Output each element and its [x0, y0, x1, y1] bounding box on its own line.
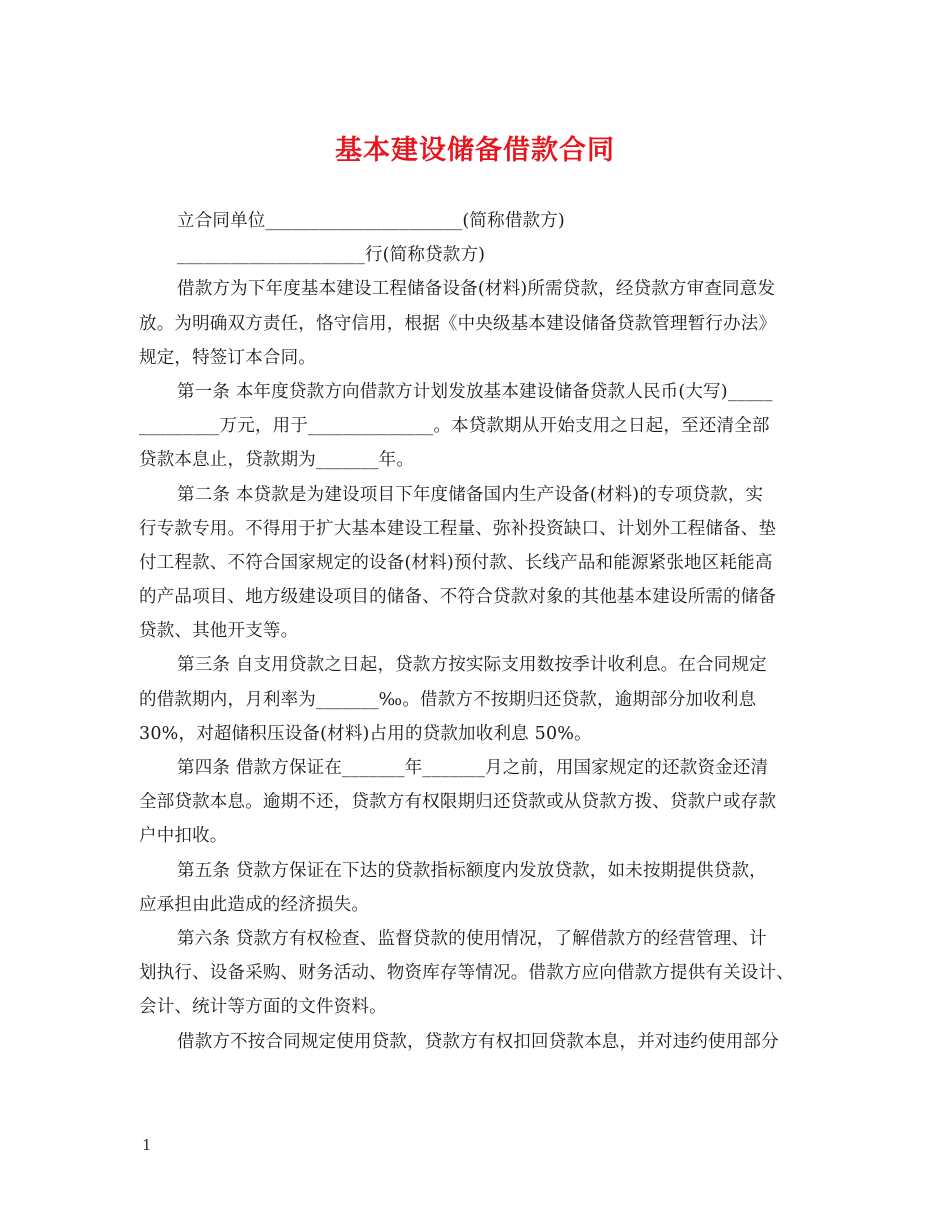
article-4-line: 户中扣收。: [139, 826, 228, 847]
article-3-line: 的借款期内，月利率为_______‰。借款方不按期归还贷款，逾期部分加收利息: [139, 689, 757, 710]
article-1-line: 第一条 本年度贷款方向借款方计划发放基本建设储备贷款人民币(大写)_____: [177, 381, 773, 402]
party-lender-line: _____________________行(简称贷款方): [177, 245, 486, 266]
article-3-line: 30%，对超储积压设备(材料)占用的贷款加收利息 50%。: [139, 723, 592, 744]
article-4-line: 第四条 借款方保证在_______年_______月之前，用国家规定的还款资金还清: [177, 758, 769, 778]
article-2-line: 行专款专用。不得用于扩大基本建设工程量、弥补投资缺口、计划外工程储备、垫: [139, 518, 777, 539]
contract-body: [139, 204, 819, 1059]
page-number: 1: [142, 1136, 152, 1154]
article-2-line: 贷款、其他开支等。: [139, 621, 299, 642]
article-2-line: 第二条 本贷款是为建设项目下年度储备国内生产设备(材料)的专项贷款，实: [177, 484, 764, 505]
article-5-line: 第五条 贷款方保证在下达的贷款指标额度内发放贷款，如未按期提供贷款，: [177, 860, 767, 881]
document-title: 基本建设储备借款合同: [335, 135, 615, 166]
article-6-continuation-line: 借款方不按合同规定使用贷款，贷款方有权扣回贷款本息，并对违约使用部分: [177, 1031, 779, 1052]
article-6-line: 第六条 贷款方有权检查、监督贷款的使用情况，了解借款方的经营管理、计: [177, 928, 767, 949]
article-6-line: 会计、统计等方面的文件资料。: [139, 997, 387, 1018]
article-5-line: 应承担由此造成的经济损失。: [139, 894, 370, 915]
preamble-line: 规定，特签订本合同。: [139, 347, 316, 368]
article-3-line: 第三条 自支用贷款之日起，贷款方按实际支用数按季计收利息。在合同规定: [177, 655, 767, 676]
article-1-line: _________万元，用于______________。本贷款期从开始支用之日起，至还清全部: [139, 416, 770, 437]
article-2-line: 付工程款、不符合国家规定的设备(材料)预付款、长线产品和能源紧张地区耗能高: [139, 552, 773, 573]
preamble-line: 放。为明确双方责任，恪守信用，根据《中央级基本建设储备贷款管理暂行办法》: [139, 313, 777, 334]
article-6-line: 划执行、设备采购、财务活动、物资库存等情况。借款方应向借款方提供有关设计、: [139, 963, 794, 984]
article-1-line: 贷款本息止，贷款期为_______年。: [139, 450, 415, 471]
article-4-line: 全部贷款本息。逾期不还，贷款方有权限期归还贷款或从贷款方拨、贷款户或存款: [139, 792, 777, 813]
party-borrower-line: 立合同单位______________________(简称借款方): [177, 211, 565, 231]
preamble-line: 借款方为下年度基本建设工程储备设备(材料)所需贷款，经贷款方审查同意发: [177, 279, 776, 300]
article-2-line: 的产品项目、地方级建设项目的储备、不符合贷款对象的其他基本建设所需的储备: [139, 587, 777, 608]
